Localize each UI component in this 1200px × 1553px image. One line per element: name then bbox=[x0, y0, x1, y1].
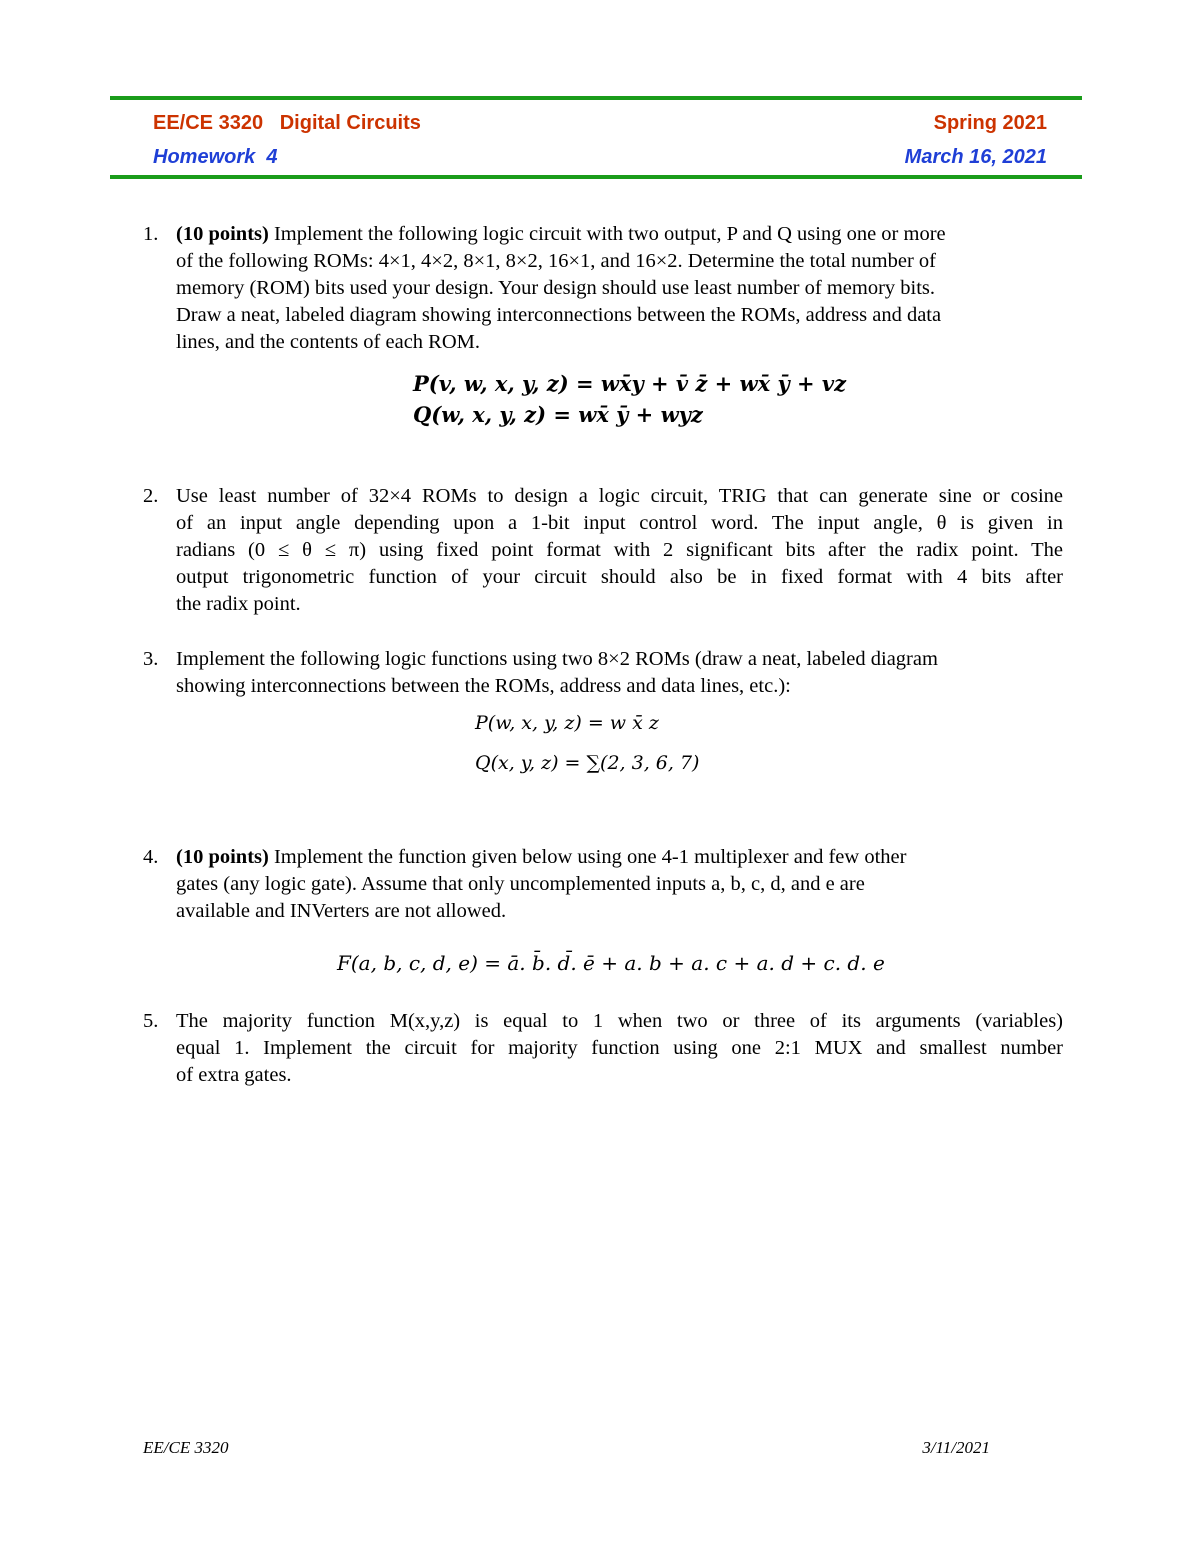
question-number: 2. bbox=[143, 485, 159, 507]
question-number: 3. bbox=[143, 648, 159, 670]
question-line: lines, and the contents of each ROM. bbox=[176, 331, 481, 353]
question-line: radians (0 ≤ θ ≤ π) using fixed point format with 2 significant bits after the radix point. The bbox=[176, 539, 1063, 561]
question-line: gates (any logic gate). Assume that only uncomplemented inputs a, b, c, d, and e are bbox=[176, 873, 865, 895]
question-line: Implement the following logic functions using two 8×2 ROMs (draw a neat, labeled diagram bbox=[176, 648, 938, 670]
course-title: EE/CE 3320 Digital Circuits bbox=[153, 112, 421, 134]
question-1 bbox=[143, 221, 1063, 356]
question-2 bbox=[143, 483, 1063, 618]
points-label: (10 points) bbox=[176, 846, 269, 868]
points-label: (10 points) bbox=[176, 223, 269, 245]
question-line: showing interconnections between the ROMs, address and data lines, etc.): bbox=[176, 675, 791, 697]
question-5 bbox=[143, 1008, 1063, 1089]
question-line: equal 1. Implement the circuit for majority function using one 2:1 MUX and smallest number bbox=[176, 1037, 1063, 1059]
question-line: Use least number of 32×4 ROMs to design a logic circuit, TRIG that can generate sine or cosine bbox=[176, 485, 1063, 507]
footer-date: 3/11/2021 bbox=[922, 1438, 990, 1457]
assignment-title: Homework 4 bbox=[153, 146, 278, 168]
question-line: (10 points) Implement the function given below using one 4-1 multiplexer and few other bbox=[176, 846, 907, 868]
assignment-date: March 16, 2021 bbox=[904, 146, 1047, 168]
footer-course: EE/CE 3320 bbox=[143, 1438, 229, 1457]
question-4 bbox=[143, 844, 1063, 925]
equation-q: Q(w, x, y, z) = wx̄ ȳ + wyz bbox=[413, 402, 703, 427]
question-number: 5. bbox=[143, 1010, 159, 1032]
question-line: of the following ROMs: 4×1, 4×2, 8×1, 8×2, 16×1, and 16×2. Determine the total number of bbox=[176, 250, 937, 272]
question-number: 1. bbox=[143, 223, 159, 245]
equation-p: P(w, x, y, z) = w x̄ z bbox=[475, 712, 659, 734]
question-line: (10 points) Implement the following logic circuit with two output, P and Q using one or more bbox=[176, 223, 946, 245]
question-line: Draw a neat, labeled diagram showing interconnections between the ROMs, address and data bbox=[176, 304, 942, 326]
question-line: memory (ROM) bits used your design. Your design should use least number of memory bits. bbox=[176, 277, 936, 299]
semester-label: Spring 2021 bbox=[933, 112, 1047, 134]
header-bottom-rule bbox=[110, 175, 1082, 179]
equation-p: P(v, w, x, y, z) = wx̄y + v̄ z̄ + wx̄ ȳ + vz bbox=[413, 371, 846, 396]
equation-q: Q(x, y, z) = ∑(2, 3, 6, 7) bbox=[475, 752, 700, 774]
header-top-rule bbox=[110, 96, 1082, 100]
question-number: 4. bbox=[143, 846, 159, 868]
question-line: the radix point. bbox=[176, 593, 301, 615]
question-line: of extra gates. bbox=[176, 1064, 292, 1086]
equation-f: F(a, b, c, d, e) = ā. b̄. d̄. ē + a. b + a. c + a. d + c. d. e bbox=[337, 951, 885, 975]
question-line: of an input angle depending upon a 1-bit input control word. The input angle, θ is given in bbox=[176, 512, 1063, 534]
question-line: The majority function M(x,y,z) is equal to 1 when two or three of its arguments (variables) bbox=[176, 1010, 1063, 1032]
question-line: available and INVerters are not allowed. bbox=[176, 900, 507, 922]
question-3 bbox=[143, 646, 1063, 700]
question-line: output trigonometric function of your circuit should also be in fixed format with 4 bits after bbox=[176, 566, 1063, 588]
